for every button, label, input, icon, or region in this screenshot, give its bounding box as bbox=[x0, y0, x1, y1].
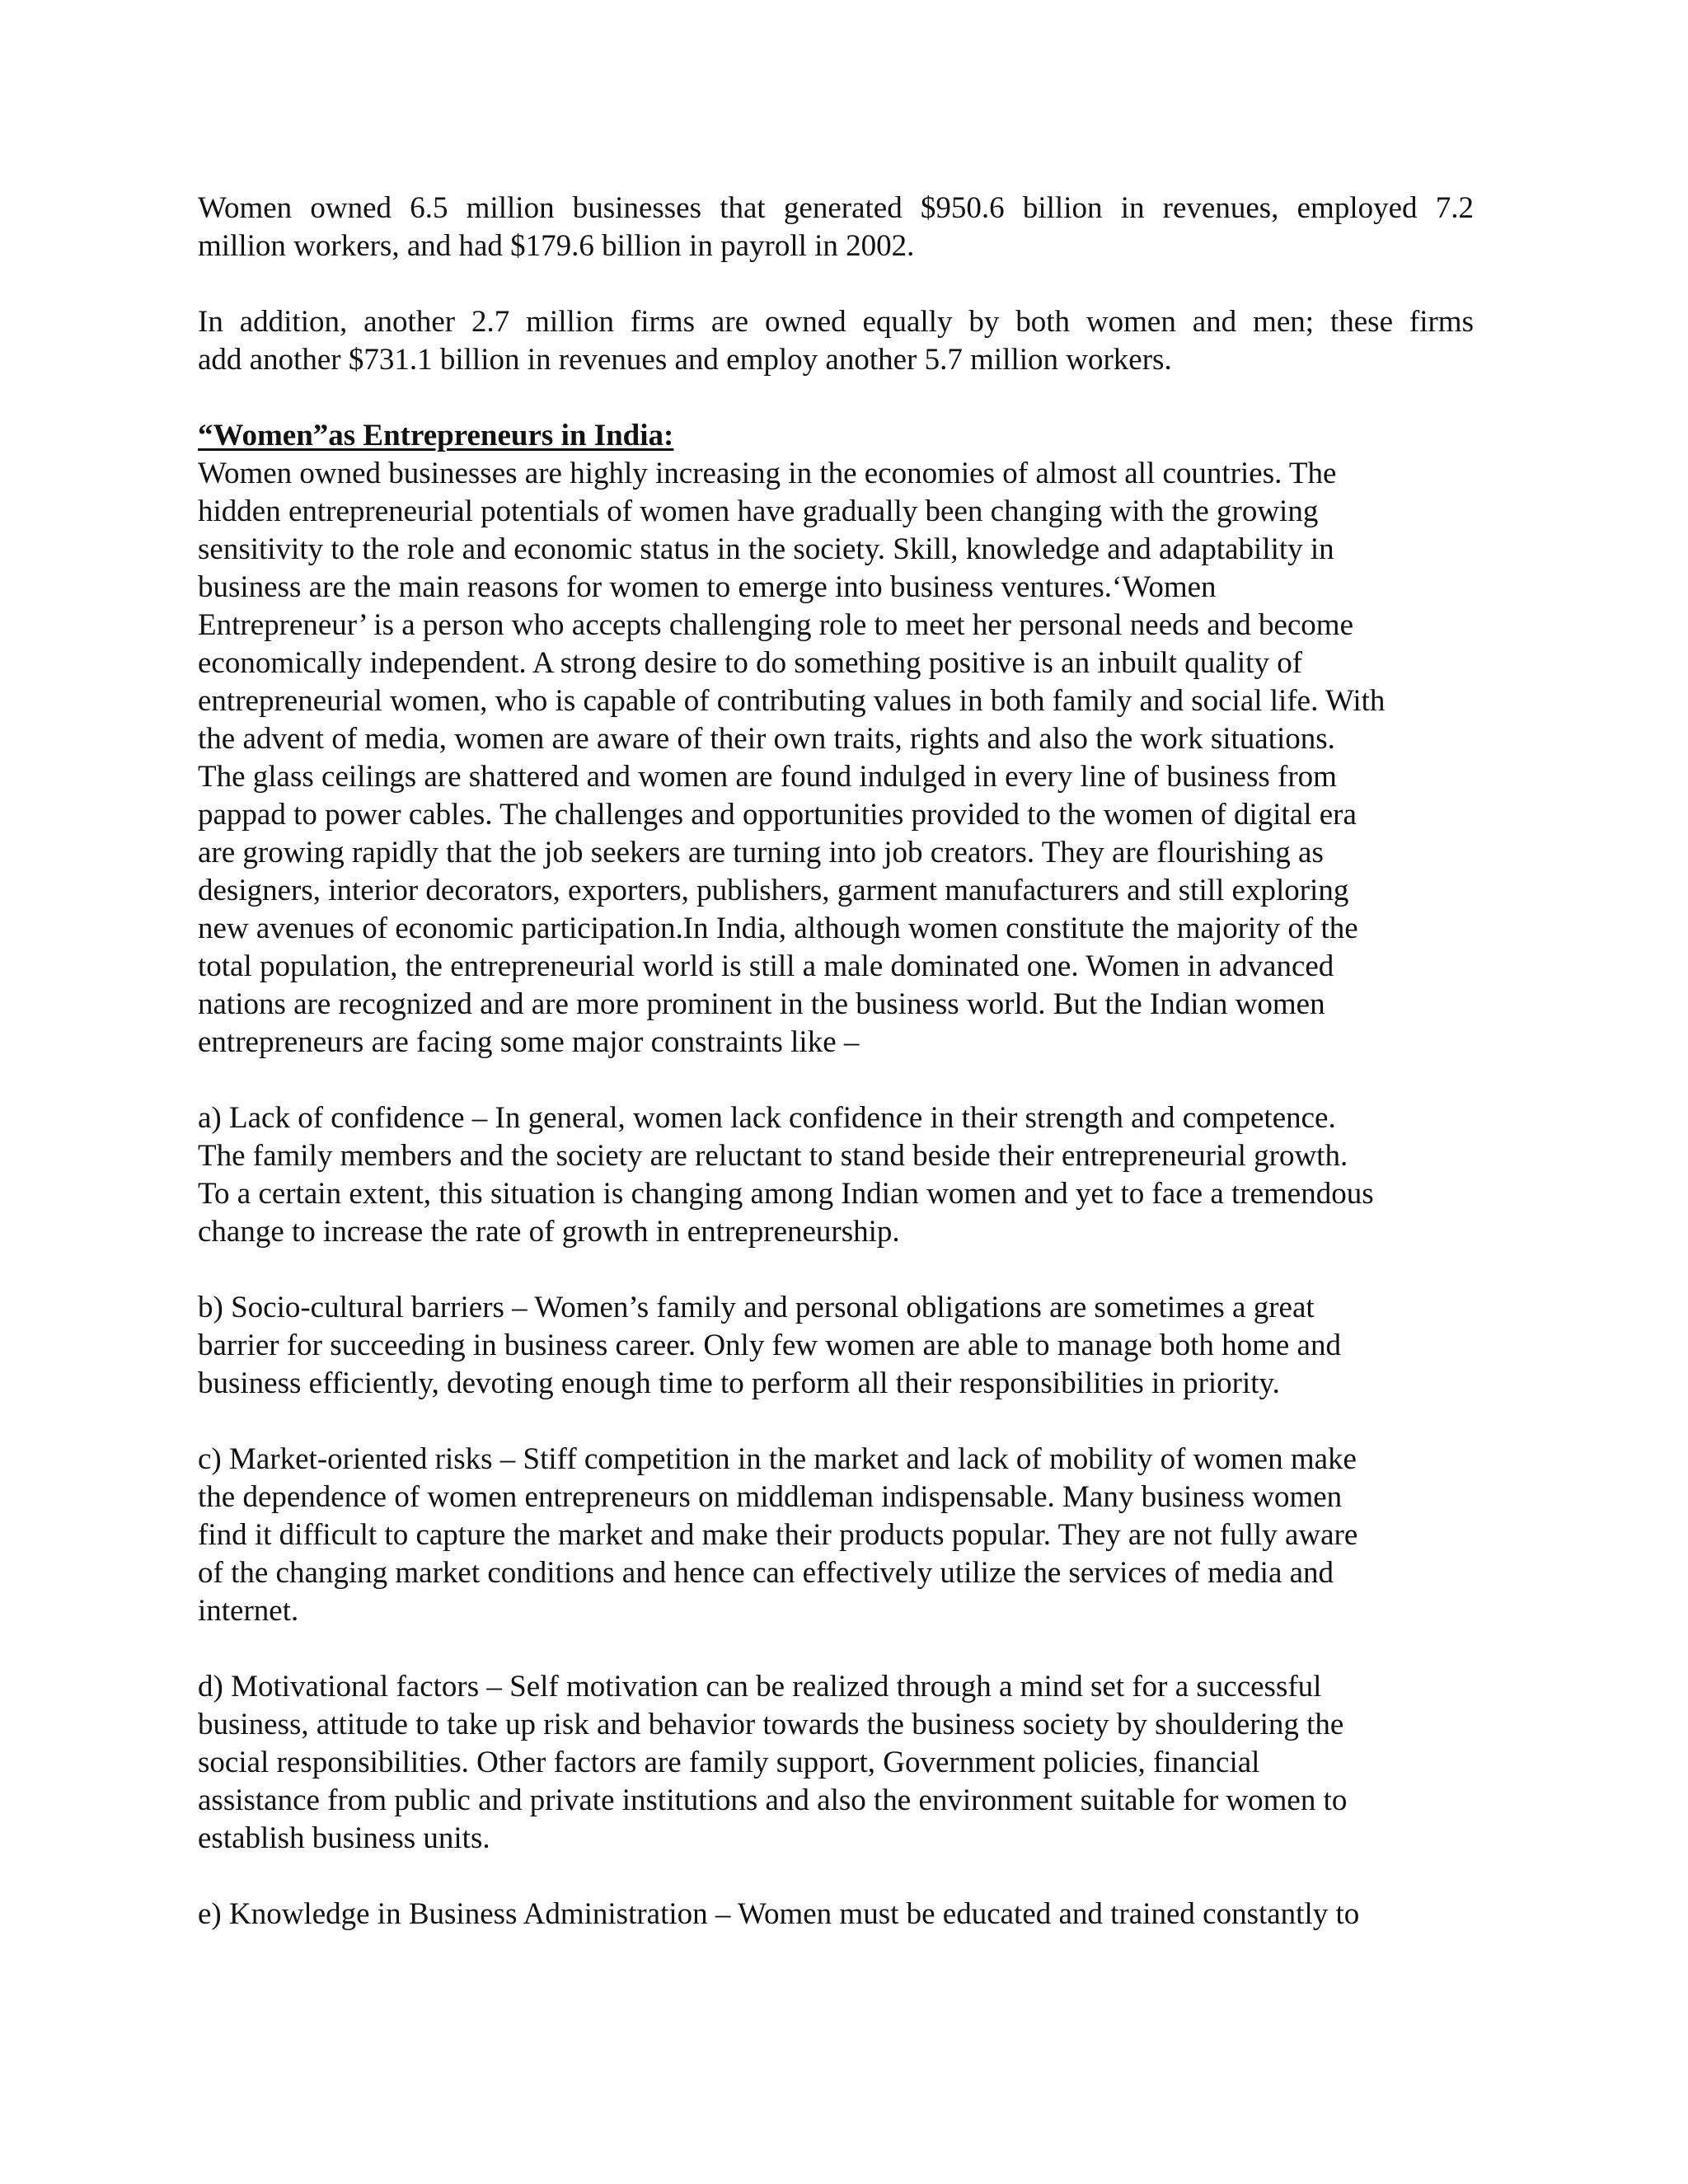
intro-paragraph bbox=[198, 190, 1474, 265]
text-line: of the changing market conditions and hence can effectively utilize the services of media and bbox=[198, 1556, 1334, 1590]
text-line: are growing rapidly that the job seekers are turning into job creators. They are flourishing as bbox=[198, 836, 1324, 869]
section-heading: “Women”as Entrepreneurs in India: bbox=[198, 419, 674, 452]
constraint-item bbox=[198, 1099, 1474, 1251]
text-line: d) Motivational factors – Self motivation can be realized through a mind set for a successful bbox=[198, 1670, 1322, 1704]
text-line: In addition, another 2.7 million firms are owned equally by both women and men; these firms bbox=[198, 305, 1474, 339]
text-line: the dependence of women entrepreneurs on middleman indispensable. Many business women bbox=[198, 1480, 1343, 1514]
text-line: economically independent. A strong desire to do something positive is an inbuilt quality of bbox=[198, 646, 1303, 680]
text-line: business, attitude to take up risk and behavior towards the business society by shouldering the bbox=[198, 1708, 1344, 1741]
text-line: b) Socio-cultural barriers – Women’s family and personal obligations are sometimes a great bbox=[198, 1291, 1315, 1324]
text-line: find it difficult to capture the market and make their products popular. They are not fully aware bbox=[198, 1518, 1358, 1552]
text-line: nations are recognized and are more prominent in the business world. But the Indian women bbox=[198, 987, 1325, 1021]
text-line: business efficiently, devoting enough time to perform all their responsibilities in priority. bbox=[198, 1366, 1280, 1400]
text-line: assistance from public and private institutions and also the environment suitable for women to bbox=[198, 1783, 1348, 1817]
text-line: total population, the entrepreneurial world is still a male dominated one. Women in advanced bbox=[198, 949, 1334, 983]
text-line: Women owned businesses are highly increasing in the economies of almost all countries. The bbox=[198, 457, 1337, 490]
text-line: barrier for succeeding in business career. Only few women are able to manage both home and bbox=[198, 1329, 1341, 1362]
intro-paragraph bbox=[198, 303, 1474, 379]
text-line: pappad to power cables. The challenges and opportunities provided to the women of digital era bbox=[198, 798, 1357, 832]
constraint-item bbox=[198, 1668, 1474, 1858]
text-line: Women owned 6.5 million businesses that generated $950.6 billion in revenues, employed 7.2 bbox=[198, 191, 1474, 225]
text-line: business are the main reasons for women to emerge into business ventures.‘Women bbox=[198, 570, 1217, 604]
text-line: internet. bbox=[198, 1594, 299, 1628]
text-line: The family members and the society are reluctant to stand beside their entrepreneurial growth. bbox=[198, 1139, 1348, 1173]
text-line: add another $731.1 billion in revenues and employ another 5.7 million workers. bbox=[198, 343, 1172, 377]
text-line: e) Knowledge in Business Administration – Women must be educated and trained constantly to bbox=[198, 1897, 1360, 1931]
text-line: c) Market-oriented risks – Stiff competition in the market and lack of mobility of women make bbox=[198, 1442, 1357, 1476]
document-page bbox=[198, 190, 1474, 1933]
text-line: entrepreneurs are facing some major constraints like – bbox=[198, 1025, 860, 1059]
text-line: To a certain extent, this situation is changing among Indian women and yet to face a tremendous bbox=[198, 1177, 1374, 1211]
text-line: The glass ceilings are shattered and women are found indulged in every line of business from bbox=[198, 760, 1337, 794]
text-line: sensitivity to the role and economic status in the society. Skill, knowledge and adaptability in bbox=[198, 532, 1334, 566]
text-line: the advent of media, women are aware of their own traits, rights and also the work situations. bbox=[198, 722, 1335, 756]
text-line: entrepreneurial women, who is capable of contributing values in both family and social life. With bbox=[198, 684, 1386, 718]
text-line: Entrepreneur’ is a person who accepts challenging role to meet her personal needs and become bbox=[198, 608, 1354, 642]
section-paragraph bbox=[198, 455, 1474, 1062]
constraint-item bbox=[198, 1896, 1474, 1933]
constraint-item bbox=[198, 1289, 1474, 1403]
text-line: designers, interior decorators, exporters, publishers, garment manufacturers and still exploring bbox=[198, 874, 1349, 907]
text-line: change to increase the rate of growth in entrepreneurship. bbox=[198, 1215, 900, 1249]
text-line: a) Lack of confidence – In general, women lack confidence in their strength and competence. bbox=[198, 1101, 1336, 1135]
text-line: million workers, and had $179.6 billion in payroll in 2002. bbox=[198, 229, 915, 263]
text-line: new avenues of economic participation.In India, although women constitute the majority of the bbox=[198, 912, 1358, 945]
text-line: social responsibilities. Other factors are family support, Government policies, financial bbox=[198, 1746, 1260, 1779]
constraint-item bbox=[198, 1441, 1474, 1630]
text-line: establish business units. bbox=[198, 1821, 490, 1855]
text-line: hidden entrepreneurial potentials of women have gradually been changing with the growing bbox=[198, 494, 1319, 528]
